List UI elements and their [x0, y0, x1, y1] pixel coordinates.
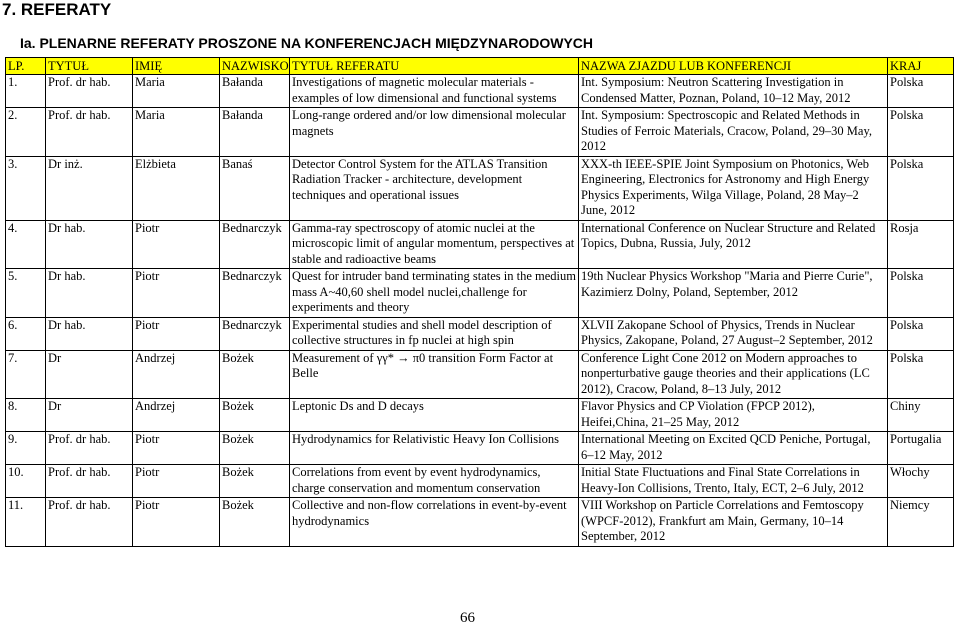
cell-tytul: Prof. dr hab. [46, 75, 133, 108]
cell-imie: Elżbieta [133, 156, 220, 220]
cell-referat: Investigations of magnetic molecular materials - examples of low dimensional and functional systems [290, 75, 579, 108]
cell-lp: 10. [6, 465, 46, 498]
header-nazwisko: NAZWISKO [220, 58, 290, 75]
cell-imie: Piotr [133, 220, 220, 269]
cell-tytul: Prof. dr hab. [46, 498, 133, 547]
cell-tytul: Prof. dr hab. [46, 108, 133, 157]
cell-lp: 3. [6, 156, 46, 220]
cell-tytul: Dr hab. [46, 220, 133, 269]
cell-tytul: Dr inż. [46, 156, 133, 220]
cell-imie: Piotr [133, 498, 220, 547]
table-row [6, 220, 954, 269]
header-kraj: KRAJ [888, 58, 954, 75]
cell-konferencja: Flavor Physics and CP Violation (FPCP 2012), Heifei,China, 21–25 May, 2012 [579, 399, 888, 432]
cell-imie: Andrzej [133, 399, 220, 432]
header-tytul-referatu: TYTUŁ REFERATU [290, 58, 579, 75]
header-lp: LP. [6, 58, 46, 75]
table-row [6, 317, 954, 350]
cell-referat: Long-range ordered and/or low dimensional molecular magnets [290, 108, 579, 157]
cell-referat: Quest for intruder band terminating states in the medium mass A~40,60 shell model nuclei,challenge for experiments and theory [290, 269, 579, 318]
page-number: 66 [460, 610, 475, 626]
cell-nazwisko: Bednarczyk [220, 269, 290, 318]
cell-nazwisko: Bednarczyk [220, 220, 290, 269]
cell-kraj: Niemcy [888, 498, 954, 547]
cell-referat: Experimental studies and shell model description of collective structures in fp nuclei at high spin [290, 317, 579, 350]
cell-konferencja: International Meeting on Excited QCD Peniche, Portugal, 6–12 May, 2012 [579, 432, 888, 465]
cell-konferencja: VIII Workshop on Particle Correlations and Femtoscopy (WPCF-2012), Frankfurt am Main, Germany, 10–14 September, 2012 [579, 498, 888, 547]
cell-tytul: Dr [46, 399, 133, 432]
cell-referat: Leptonic Ds and D decays [290, 399, 579, 432]
cell-nazwisko: Bożek [220, 399, 290, 432]
cell-kraj: Polska [888, 156, 954, 220]
cell-konferencja: XLVII Zakopane School of Physics, Trends in Nuclear Physics, Zakopane, Poland, 27 August–2 September, 2012 [579, 317, 888, 350]
table-row [6, 399, 954, 432]
table-row [6, 432, 954, 465]
cell-kraj: Włochy [888, 465, 954, 498]
cell-imie: Piotr [133, 465, 220, 498]
table-row [6, 498, 954, 547]
cell-lp: 5. [6, 269, 46, 318]
cell-referat: Measurement of γγ* → π0 transition Form Factor at Belle [290, 350, 579, 399]
cell-lp: 11. [6, 498, 46, 547]
cell-kraj: Chiny [888, 399, 954, 432]
header-imie: IMIĘ [133, 58, 220, 75]
cell-tytul: Prof. dr hab. [46, 465, 133, 498]
cell-lp: 8. [6, 399, 46, 432]
cell-imie: Piotr [133, 269, 220, 318]
cell-konferencja: Int. Symposium: Neutron Scattering Investigation in Condensed Matter, Poznan, Poland, 10–12 May, 2012 [579, 75, 888, 108]
cell-kraj: Polska [888, 108, 954, 157]
cell-nazwisko: Bożek [220, 432, 290, 465]
table-row [6, 156, 954, 220]
cell-kraj: Rosja [888, 220, 954, 269]
cell-nazwisko: Bożek [220, 350, 290, 399]
header-konferencja: NAZWA ZJAZDU LUB KONFERENCJI [579, 58, 888, 75]
cell-nazwisko: Bożek [220, 498, 290, 547]
table-row [6, 108, 954, 157]
cell-konferencja: Conference Light Cone 2012 on Modern approaches to nonperturbative gauge theories and their applications (LC 2012), Cracow, Poland, 8–13 July, 2012 [579, 350, 888, 399]
cell-tytul: Dr hab. [46, 269, 133, 318]
cell-imie: Andrzej [133, 350, 220, 399]
cell-kraj: Polska [888, 75, 954, 108]
cell-tytul: Dr hab. [46, 317, 133, 350]
cell-lp: 6. [6, 317, 46, 350]
cell-tytul: Prof. dr hab. [46, 432, 133, 465]
cell-nazwisko: Bożek [220, 465, 290, 498]
cell-imie: Piotr [133, 432, 220, 465]
cell-nazwisko: Bałanda [220, 108, 290, 157]
table-row [6, 75, 954, 108]
cell-lp: 2. [6, 108, 46, 157]
cell-konferencja: Int. Symposium: Spectroscopic and Related Methods in Studies of Ferroic Materials, Cracow, Poland, 29–30 May, 2012 [579, 108, 888, 157]
cell-referat: Detector Control System for the ATLAS Transition Radiation Tracker - architecture, development techniques and operational issues [290, 156, 579, 220]
cell-referat: Correlations from event by event hydrodynamics, charge conservation and momentum conservation [290, 465, 579, 498]
cell-nazwisko: Bałanda [220, 75, 290, 108]
cell-nazwisko: Bednarczyk [220, 317, 290, 350]
cell-konferencja: International Conference on Nuclear Structure and Related Topics, Dubna, Russia, July, 2012 [579, 220, 888, 269]
cell-referat: Gamma-ray spectroscopy of atomic nuclei at the microscopic limit of angular momentum, perspectives at stable and radioactive beams [290, 220, 579, 269]
cell-kraj: Portugalia [888, 432, 954, 465]
cell-konferencja: 19th Nuclear Physics Workshop "Maria and Pierre Curie", Kazimierz Dolny, Poland, September, 2012 [579, 269, 888, 318]
table-header-row [6, 58, 954, 75]
cell-kraj: Polska [888, 269, 954, 318]
cell-lp: 1. [6, 75, 46, 108]
cell-referat: Hydrodynamics for Relativistic Heavy Ion Collisions [290, 432, 579, 465]
cell-lp: 4. [6, 220, 46, 269]
cell-imie: Piotr [133, 317, 220, 350]
section-title: 7. REFERATY [2, 0, 112, 19]
cell-tytul: Dr [46, 350, 133, 399]
header-tytul: TYTUŁ [46, 58, 133, 75]
cell-konferencja: Initial State Fluctuations and Final State Correlations in Heavy-Ion Collisions, Trento, Italy, ECT, 2–6 July, 2012 [579, 465, 888, 498]
table-row [6, 269, 954, 318]
section-subtitle: Ia. PLENARNE REFERATY PROSZONE NA KONFERENCJACH MIĘDZYNARODOWYCH [20, 35, 594, 51]
cell-konferencja: XXX-th IEEE-SPIE Joint Symposium on Photonics, Web Engineering, Electronics for Astronomy and High Energy Physics Experiments, Wilga Village, Poland, 28 May–2 June, 2012 [579, 156, 888, 220]
cell-lp: 9. [6, 432, 46, 465]
table-row [6, 465, 954, 498]
cell-lp: 7. [6, 350, 46, 399]
cell-nazwisko: Banaś [220, 156, 290, 220]
cell-imie: Maria [133, 108, 220, 157]
referaty-table [5, 57, 954, 547]
cell-referat: Collective and non-flow correlations in event-by-event hydrodynamics [290, 498, 579, 547]
cell-kraj: Polska [888, 350, 954, 399]
cell-imie: Maria [133, 75, 220, 108]
table-row [6, 350, 954, 399]
cell-kraj: Polska [888, 317, 954, 350]
